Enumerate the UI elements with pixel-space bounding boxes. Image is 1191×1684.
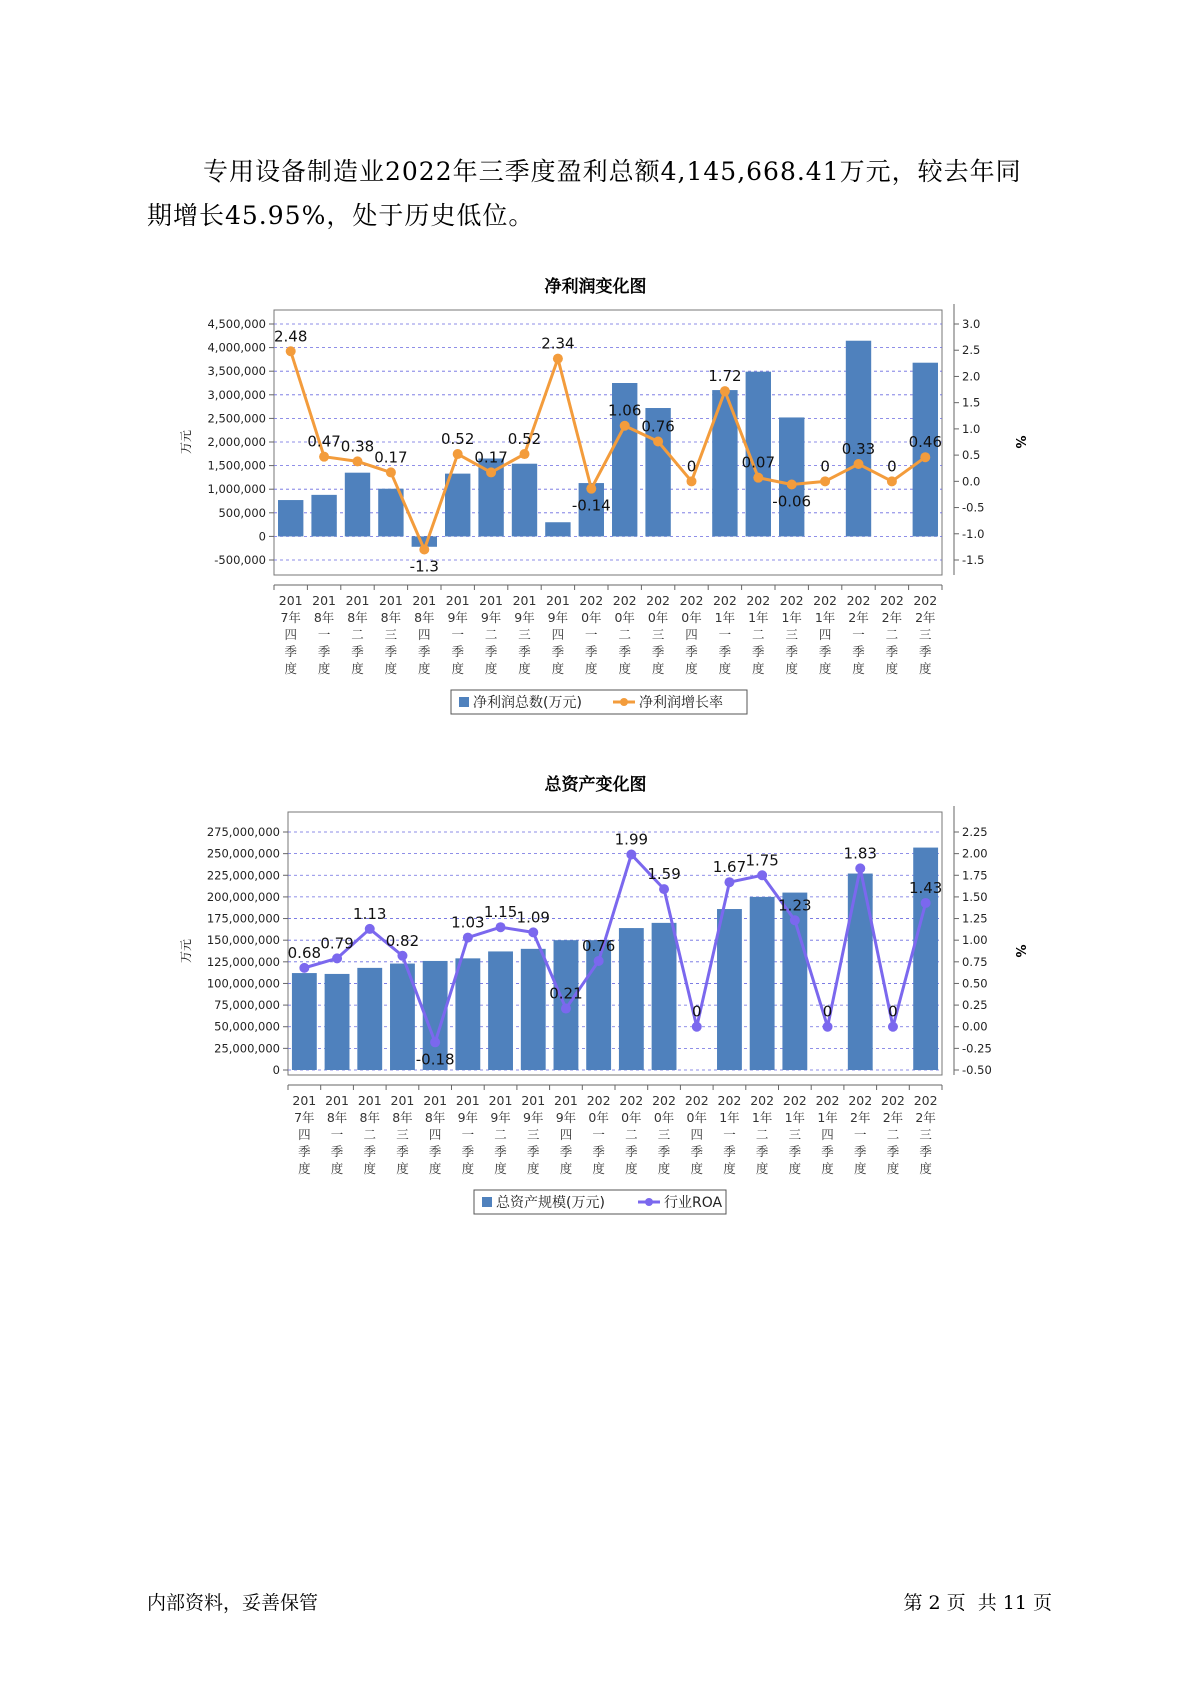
c1-data-label: 0.52 — [440, 430, 475, 449]
c2-x-tick-label: 202 1年一季度 — [717, 1093, 742, 1176]
c2-bar — [652, 923, 677, 1070]
c2-data-label: 1.03 — [451, 913, 485, 932]
c1-legend-line-label: 净利润增长率 — [639, 695, 723, 711]
c2-right-tick-label: 2.00 — [962, 846, 988, 861]
c1-legend-bar-label: 净利润总数(万元) — [473, 695, 582, 711]
c1-x-tick-label: 201 9年四季度 — [545, 593, 570, 676]
c1-data-label: -1.3 — [409, 557, 439, 576]
c2-line-point — [299, 963, 309, 973]
c2-bar — [848, 874, 873, 1070]
c2-bar — [325, 974, 350, 1070]
c1-bar — [278, 500, 303, 536]
c2-line-point — [332, 953, 342, 963]
c2-x-tick-label: 201 8年一季度 — [325, 1093, 349, 1176]
c1-left-tick-label: -500,000 — [214, 553, 266, 567]
c1-left-axis-title: 万元 — [179, 429, 193, 455]
c2-data-label: 1.59 — [647, 865, 681, 884]
c2-bar — [357, 968, 382, 1070]
c1-left-tick-label: 1,000,000 — [207, 482, 266, 497]
c2-x-tick-label: 202 2年一季度 — [848, 1093, 873, 1176]
c1-data-label: 1.06 — [607, 401, 642, 420]
c2-right-tick-label: -0.25 — [962, 1041, 992, 1056]
c2-data-label: 0 — [888, 1002, 898, 1021]
c1-x-tick-label: 202 2年三季度 — [913, 593, 938, 676]
net-profit-chart — [0, 300, 1191, 720]
c2-x-tick-label: 202 1年三季度 — [782, 1093, 807, 1176]
c2-left-tick-label: 25,000,000 — [214, 1041, 280, 1056]
c2-left-axis-title: 万元 — [179, 938, 193, 964]
c2-bar — [750, 897, 775, 1070]
c1-left-tick-label: 1,500,000 — [207, 458, 266, 473]
chart2-title: 总资产变化图 — [544, 775, 647, 795]
c2-bar — [488, 951, 513, 1070]
c1-x-tick-label: 201 9年一季度 — [445, 593, 470, 676]
c1-legend-bar-swatch — [459, 697, 469, 707]
c2-x-tick-label: 202 1年二季度 — [750, 1093, 775, 1176]
c2-line-point — [855, 863, 865, 873]
c2-line-point — [496, 922, 506, 932]
c2-line-point — [397, 951, 407, 961]
c2-right-tick-label: -0.50 — [962, 1063, 992, 1077]
c2-bar — [619, 928, 644, 1070]
c1-data-label: 0 — [686, 457, 697, 476]
c1-line-point — [319, 452, 329, 462]
c1-x-tick-label: 201 7年四季度 — [278, 593, 303, 676]
c1-line-point — [453, 449, 463, 459]
c1-x-tick-label: 201 8年三季度 — [378, 593, 403, 676]
c1-line-point — [620, 421, 630, 431]
total-assets-chart — [0, 800, 1191, 1220]
c1-left-tick-label: 500,000 — [218, 505, 266, 520]
c1-left-tick-label: 4,000,000 — [207, 340, 266, 355]
c1-right-tick-label: 0.5 — [962, 448, 981, 463]
c1-data-label: 0.46 — [908, 433, 943, 452]
c1-line-point — [486, 467, 496, 477]
c2-x-tick-label: 202 1年四季度 — [815, 1093, 840, 1176]
c1-bar — [512, 464, 537, 537]
c2-data-label: 0.76 — [581, 936, 616, 955]
c2-left-tick-label: 100,000,000 — [206, 976, 280, 991]
c1-data-label: 0.17 — [374, 448, 408, 467]
c2-right-axis-title: % — [1012, 944, 1027, 958]
footer-page-number: 第 2 页 共 11 页 — [903, 1592, 1052, 1614]
c2-x-tick-label: 201 9年四季度 — [554, 1093, 578, 1176]
c1-right-tick-label: 1.5 — [962, 395, 981, 410]
c2-left-tick-label: 225,000,000 — [206, 868, 280, 883]
c1-x-tick-label: 201 9年三季度 — [512, 593, 537, 676]
c2-x-tick-label: 202 0年三季度 — [652, 1093, 676, 1176]
c1-x-tick-label: 202 2年一季度 — [846, 593, 871, 676]
c2-data-label: 0.82 — [385, 931, 420, 950]
c1-right-tick-label: 2.0 — [962, 369, 981, 384]
c2-line-point — [659, 884, 669, 894]
c1-right-tick-label: -1.0 — [962, 526, 985, 541]
c1-bar — [311, 495, 336, 537]
c1-x-tick-label: 202 0年三季度 — [646, 593, 671, 676]
c1-line-point — [687, 476, 697, 486]
c2-left-tick-label: 200,000,000 — [206, 889, 280, 904]
c2-x-tick-label: 201 8年三季度 — [390, 1093, 415, 1176]
c1-x-tick-label: 202 1年三季度 — [779, 593, 804, 676]
c2-x-tick-label: 202 0年一季度 — [586, 1093, 611, 1176]
c1-data-label: 0.33 — [841, 440, 876, 459]
c1-data-label: 0.07 — [741, 453, 776, 472]
c2-legend-bar-swatch — [482, 1197, 492, 1207]
c2-data-label: 0.68 — [287, 943, 322, 962]
c2-right-tick-label: 1.50 — [962, 889, 988, 904]
c1-left-tick-label: 2,000,000 — [207, 435, 266, 449]
c2-left-tick-label: 275,000,000 — [206, 825, 280, 839]
c1-data-label: 0.52 — [507, 430, 542, 449]
c2-left-tick-label: 175,000,000 — [206, 911, 280, 926]
c1-line-point — [419, 545, 429, 555]
c2-data-label: 0 — [822, 1002, 833, 1021]
c1-data-label: 0 — [820, 457, 830, 476]
c2-right-tick-label: 2.25 — [962, 825, 988, 839]
c2-data-label: 1.09 — [516, 908, 550, 927]
c2-x-tick-label: 202 0年二季度 — [619, 1093, 644, 1176]
c1-line-point — [854, 459, 864, 469]
c2-line-point — [528, 927, 538, 937]
c2-left-tick-label: 75,000,000 — [214, 998, 280, 1013]
c2-data-label: 0 — [691, 1002, 702, 1021]
c2-x-tick-label: 201 7年四季度 — [292, 1093, 317, 1176]
c2-line-point — [626, 850, 636, 860]
footer-confidential: 内部资料，妥善保管 — [147, 1592, 319, 1614]
c1-bar — [345, 473, 370, 537]
c1-line-point — [520, 449, 530, 459]
c1-data-label: 2.34 — [541, 334, 575, 353]
c1-right-tick-label: 3.0 — [962, 317, 981, 331]
c2-right-tick-label: 0.50 — [962, 976, 988, 991]
c1-line-point — [920, 452, 930, 462]
c1-legend-line-marker — [620, 698, 628, 706]
c2-x-tick-label: 202 2年二季度 — [881, 1093, 905, 1176]
summary-line-2: 期增长45.95%，处于历史低位。 — [147, 201, 535, 230]
c2-x-tick-label: 202 2年三季度 — [913, 1093, 938, 1176]
c1-data-label: 2.48 — [273, 327, 308, 346]
c1-right-tick-label: 2.5 — [962, 343, 981, 358]
c2-bar — [717, 909, 742, 1070]
c1-line-point — [753, 473, 763, 483]
c2-data-label: 1.43 — [908, 878, 943, 897]
c2-left-tick-label: 250,000,000 — [206, 846, 280, 861]
c2-data-label: 1.13 — [353, 904, 387, 923]
c1-left-tick-label: 3,000,000 — [207, 387, 266, 402]
c1-bar — [545, 522, 570, 536]
c1-line-point — [586, 484, 596, 494]
c1-right-axis-title: % — [1012, 435, 1027, 449]
c1-data-label: 0.17 — [474, 448, 508, 467]
c1-x-tick-label: 201 8年一季度 — [312, 593, 337, 676]
c2-right-tick-label: 0.25 — [962, 998, 988, 1013]
c2-right-tick-label: 1.00 — [962, 933, 988, 948]
c2-line-point — [757, 870, 767, 880]
c1-data-label: 0 — [887, 457, 897, 476]
c2-line-point — [430, 1037, 440, 1047]
c1-data-label: 0.47 — [307, 432, 341, 451]
c2-x-tick-label: 201 8年四季度 — [423, 1093, 448, 1176]
c2-line-point — [561, 1004, 571, 1014]
c1-x-tick-label: 201 8年四季度 — [412, 593, 437, 676]
c2-x-tick-label: 201 9年二季度 — [488, 1093, 513, 1176]
c1-bar — [846, 341, 871, 537]
c2-data-label: 1.67 — [712, 858, 747, 877]
c1-right-tick-label: 0.0 — [962, 474, 981, 489]
c2-data-label: 1.99 — [614, 830, 649, 849]
c2-line-point — [790, 915, 800, 925]
c2-line-point — [888, 1022, 898, 1032]
c1-x-tick-label: 202 2年二季度 — [879, 593, 904, 676]
c1-x-tick-label: 202 0年四季度 — [679, 593, 704, 676]
c1-x-tick-label: 202 0年一季度 — [579, 593, 604, 676]
c1-x-tick-label: 201 8年二季度 — [345, 593, 370, 676]
c1-data-label: 0.38 — [340, 437, 375, 456]
c2-legend-line-label: 行业ROA — [664, 1195, 723, 1211]
c1-left-tick-label: 3,500,000 — [207, 364, 266, 379]
c2-line-point — [594, 956, 604, 966]
c2-x-tick-label: 201 9年三季度 — [521, 1093, 546, 1176]
c1-left-tick-label: 4,500,000 — [207, 317, 266, 331]
c2-data-label: 1.23 — [778, 896, 812, 915]
c1-line-point — [653, 436, 663, 446]
c1-left-tick-label: 2,500,000 — [207, 411, 266, 426]
c1-right-tick-label: -1.5 — [962, 553, 985, 567]
c2-x-tick-label: 201 8年二季度 — [357, 1093, 382, 1176]
c2-legend-line-marker — [645, 1198, 653, 1206]
c1-data-label: -0.06 — [772, 492, 812, 511]
c2-line-point — [921, 898, 931, 908]
c2-right-tick-label: 1.75 — [962, 868, 988, 883]
c1-bar — [779, 417, 804, 536]
c2-line-point — [692, 1022, 702, 1032]
c1-line-point — [286, 346, 296, 356]
c2-data-label: -0.18 — [415, 1050, 455, 1069]
c1-line-point — [887, 476, 897, 486]
c1-line-point — [820, 476, 830, 486]
c2-x-tick-label: 201 9年一季度 — [455, 1093, 480, 1176]
c2-line-point — [365, 924, 375, 934]
c1-x-tick-label: 202 0年二季度 — [612, 593, 637, 676]
c1-x-tick-label: 202 1年一季度 — [712, 593, 737, 676]
c2-left-tick-label: 0 — [272, 1063, 280, 1077]
c2-right-tick-label: 0.75 — [962, 954, 988, 969]
c1-x-tick-label: 202 1年四季度 — [813, 593, 838, 676]
c1-line-point — [386, 467, 396, 477]
c1-left-tick-label: 0 — [258, 529, 266, 544]
c2-data-label: 1.15 — [483, 903, 518, 922]
c2-left-tick-label: 50,000,000 — [214, 1019, 280, 1034]
c2-line-point — [823, 1022, 833, 1032]
c1-data-label: 1.72 — [708, 367, 742, 386]
c2-left-tick-label: 125,000,000 — [206, 954, 280, 969]
c2-data-label: 0.79 — [320, 934, 354, 953]
c2-data-label: 0.21 — [549, 984, 583, 1003]
c1-data-label: 0.76 — [641, 417, 675, 436]
summary-line-1: 专用设备制造业2022年三季度盈利总额4,145,668.41万元，较去年同 — [203, 157, 1022, 186]
c1-data-label: -0.14 — [571, 496, 611, 515]
chart1-title: 净利润变化图 — [544, 277, 647, 297]
c2-data-label: 1.83 — [843, 844, 877, 863]
c2-bar — [455, 958, 480, 1070]
c1-line-point — [553, 354, 563, 364]
c1-right-tick-label: 1.0 — [962, 421, 981, 436]
c1-line-point — [787, 479, 797, 489]
c1-x-tick-label: 201 9年二季度 — [479, 593, 504, 676]
c2-bar — [521, 949, 546, 1070]
summary-paragraph — [147, 150, 1047, 238]
c2-line-point — [724, 877, 734, 887]
c2-right-tick-label: 1.25 — [962, 911, 988, 926]
c2-line-point — [463, 933, 473, 943]
c2-bar — [292, 973, 317, 1070]
c2-x-tick-label: 202 0年四季度 — [684, 1093, 709, 1176]
c1-line-point — [720, 386, 730, 396]
c1-right-tick-label: -0.5 — [962, 500, 985, 515]
c1-line-point — [353, 456, 363, 466]
c2-right-tick-label: 0.00 — [962, 1019, 988, 1034]
c1-x-tick-label: 202 1年二季度 — [746, 593, 771, 676]
c2-left-tick-label: 150,000,000 — [206, 933, 280, 948]
c2-legend-bar-label: 总资产规模(万元) — [496, 1195, 605, 1211]
c2-data-label: 1.75 — [745, 851, 779, 870]
